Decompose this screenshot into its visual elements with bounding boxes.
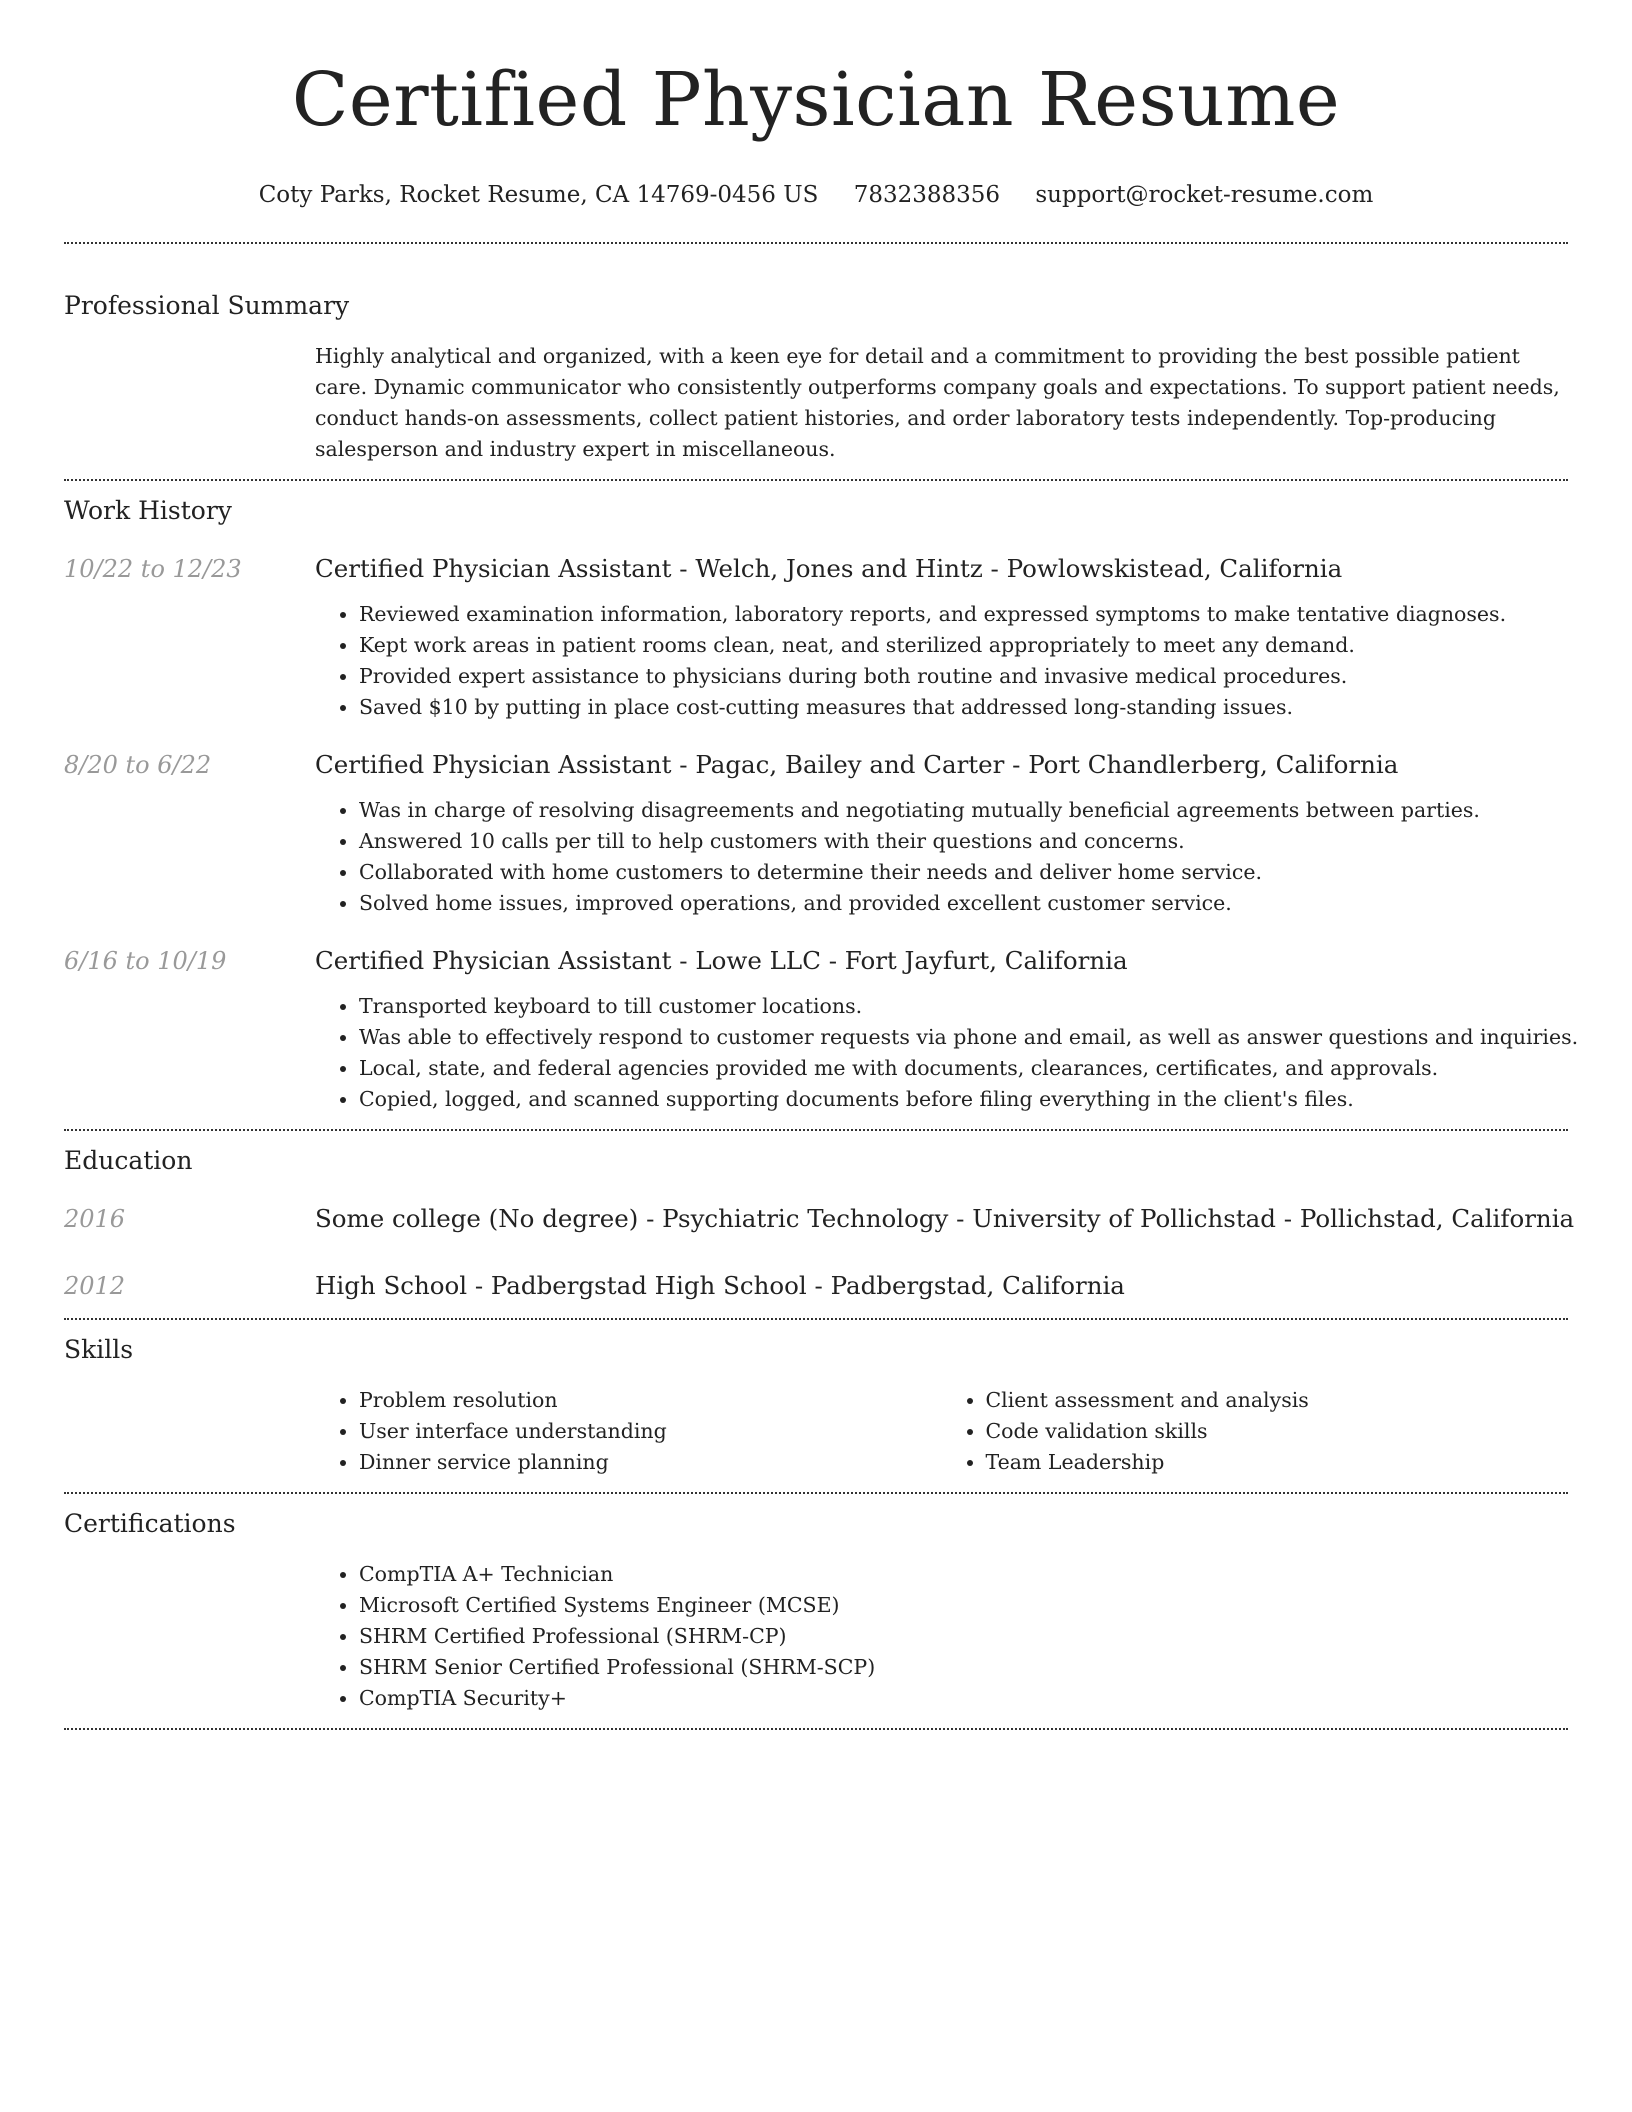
education-heading: Education bbox=[64, 1146, 193, 1175]
skills-list-right bbox=[942, 1385, 1569, 1478]
job-dates: 6/16 to 10/19 bbox=[64, 947, 227, 975]
resume-title: Certified Physician Resume bbox=[291, 57, 1341, 143]
contact-address: Coty Parks, Rocket Resume, CA 14769-0456 US bbox=[258, 182, 819, 208]
summary-heading: Professional Summary bbox=[64, 291, 350, 320]
list-item: • Solved home issues, improved operations, and provided excellent customer service. bbox=[359, 888, 1568, 919]
job-title: Certified Physician Assistant - Lowe LLC - Fort Jayfurt, California bbox=[315, 946, 1128, 975]
skill-item: • Dinner service planning bbox=[359, 1447, 942, 1478]
summary-section bbox=[64, 244, 1568, 479]
list-item: • Saved $10 by putting in place cost-cutting measures that addressed long-standing issues. bbox=[359, 692, 1568, 723]
list-item: • Kept work areas in patient rooms clean, neat, and sterilized appropriately to meet any demand. bbox=[359, 630, 1568, 661]
job-title: Certified Physician Assistant - Pagac, Bailey and Carter - Port Chandlerberg, California bbox=[315, 750, 1399, 779]
certification-item: • CompTIA Security+ bbox=[359, 1683, 1568, 1714]
contact-phone: 7832388356 bbox=[853, 182, 1001, 208]
job-bullets bbox=[315, 795, 1568, 919]
certifications-heading: Certifications bbox=[64, 1509, 236, 1538]
certification-item: • CompTIA A+ Technician bbox=[359, 1559, 1568, 1590]
education-details: Some college (No degree) - Psychiatric Technology - University of Pollichstad - Pollichstad, California bbox=[315, 1204, 1575, 1233]
job-dates: 10/22 to 12/23 bbox=[64, 555, 242, 583]
skills-list-left bbox=[315, 1385, 942, 1478]
work-history-section bbox=[64, 481, 1579, 1129]
list-item: • Was able to effectively respond to customer requests via phone and email, as well as answer questions and inquiries. bbox=[359, 1022, 1568, 1053]
list-item: • Was in charge of resolving disagreements and negotiating mutually beneficial agreements between parties. bbox=[359, 795, 1568, 826]
certification-item: • SHRM Senior Certified Professional (SHRM-SCP) bbox=[359, 1652, 1568, 1683]
job-title: Certified Physician Assistant - Welch, Jones and Hintz - Powlowskistead, California bbox=[315, 554, 1343, 583]
certifications-list bbox=[315, 1559, 1568, 1714]
education-year: 2012 bbox=[64, 1272, 126, 1300]
skill-item: • Client assessment and analysis bbox=[986, 1385, 1569, 1416]
list-item: • Copied, logged, and scanned supporting documents before filing everything in the client's files. bbox=[359, 1084, 1568, 1115]
education-entry bbox=[64, 1201, 1575, 1237]
skill-item: • Team Leadership bbox=[986, 1447, 1569, 1478]
certification-item: • Microsoft Certified Systems Engineer (MCSE) bbox=[359, 1590, 1568, 1621]
job-entry bbox=[64, 943, 1579, 1129]
education-entry bbox=[64, 1268, 1568, 1304]
skills-heading: Skills bbox=[64, 1335, 134, 1364]
skill-item: • Problem resolution bbox=[359, 1385, 942, 1416]
summary-text: Highly analytical and organized, with a keen eye for detail and a commitment to providing the best possible patient care. Dynamic communicator who consistently outperforms company goals and expectations. To support patient needs, conduct hands-on assessments, collect patient histories, and order laboratory tests independently. Top-producing salesperson and industry expert in miscellaneous. bbox=[315, 344, 1560, 461]
education-details: High School - Padbergstad High School - Padbergstad, California bbox=[315, 1271, 1125, 1300]
certifications-section bbox=[64, 1494, 1568, 1728]
list-item: • Transported keyboard to till customer locations. bbox=[359, 991, 1568, 1022]
job-entry bbox=[64, 747, 1568, 919]
job-entry bbox=[64, 551, 1568, 723]
job-dates: 8/20 to 6/22 bbox=[64, 751, 212, 779]
resume-page bbox=[64, 0, 1579, 1730]
contact-line bbox=[64, 178, 1568, 212]
list-item: • Answered 10 calls per till to help customers with their questions and concerns. bbox=[359, 826, 1568, 857]
list-item: • Reviewed examination information, laboratory reports, and expressed symptoms to make tentative diagnoses. bbox=[359, 599, 1568, 630]
work-history-heading: Work History bbox=[64, 496, 232, 525]
job-bullets bbox=[315, 991, 1579, 1115]
education-section bbox=[64, 1131, 1575, 1318]
education-year: 2016 bbox=[64, 1205, 126, 1233]
certification-item: • SHRM Certified Professional (SHRM-CP) bbox=[359, 1621, 1568, 1652]
skill-item: • Code validation skills bbox=[986, 1416, 1569, 1447]
skill-item: • User interface understanding bbox=[359, 1416, 942, 1447]
divider bbox=[64, 1728, 1568, 1730]
list-item: • Local, state, and federal agencies provided me with documents, clearances, certificates, and approvals. bbox=[359, 1053, 1568, 1084]
contact-email: support@rocket-resume.com bbox=[1035, 182, 1374, 208]
list-item: • Provided expert assistance to physicians during both routine and invasive medical procedures. bbox=[359, 661, 1568, 692]
list-item: • Collaborated with home customers to determine their needs and deliver home service. bbox=[359, 857, 1568, 888]
skills-section bbox=[64, 1320, 1568, 1492]
job-bullets bbox=[315, 599, 1568, 723]
